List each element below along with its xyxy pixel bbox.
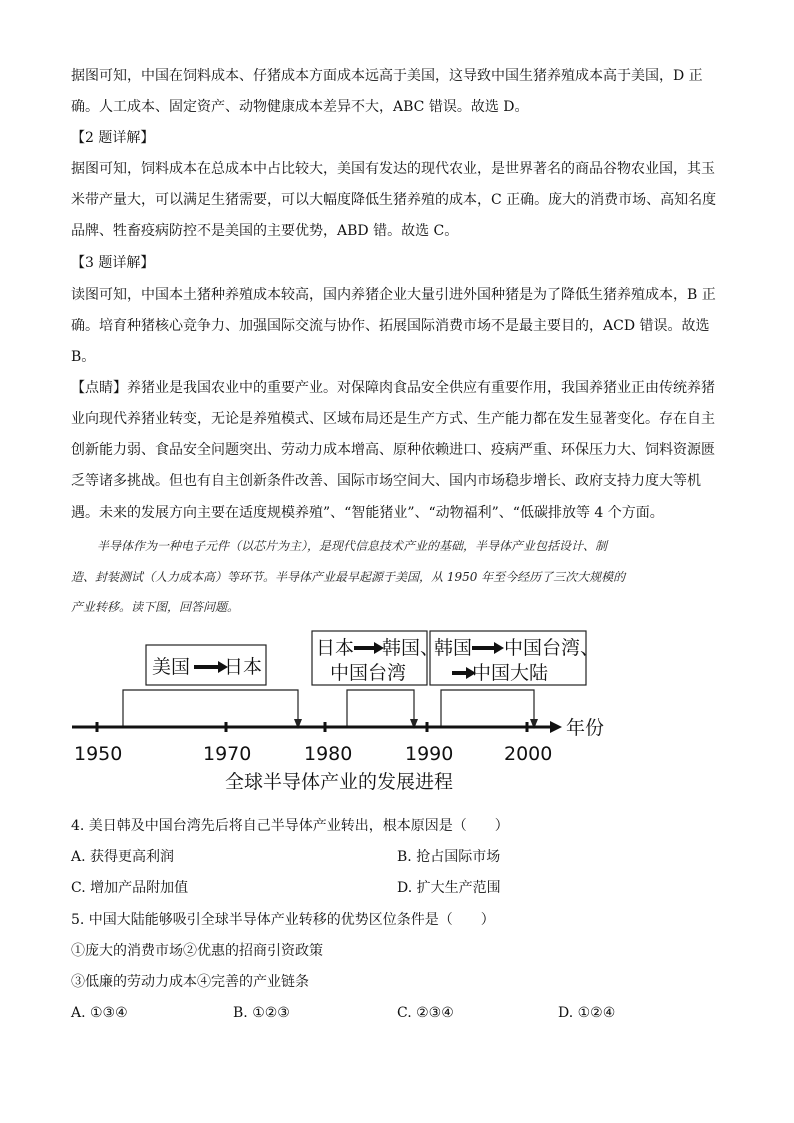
tick-1970: 1970 <box>203 743 252 765</box>
q4-option-b[interactable]: B. 抢占国际市场 <box>397 849 501 865</box>
q4-stem: 4. 美日韩及中国台湾先后将自己半导体产业转出，根本原因是（ ） <box>71 818 509 834</box>
box2-to: 韩国、 <box>382 637 440 659</box>
heading-question-2-detail: 【2 题详解】 <box>71 130 155 146</box>
intro-line-1: 半导体作为一种电子元件（以芯片为主），是现代信息技术产业的基础，半导体产业包括设计、制 <box>97 539 608 553</box>
q4-option-c[interactable]: C. 增加产品附加值 <box>71 880 189 896</box>
summary-line-5: 遇。未来的发展方向主要在适度规模养殖”、“智能猪业”、“动物福利”、“低碳排放等 4 个方面。 <box>71 505 664 521</box>
summary-line-3: 创新能力弱、食品安全问题突出、劳动力成本增高、原种依赖进口、疫病严重、环保压力大、饲料资源匮 <box>71 442 715 458</box>
intro-line-3: 产业转移。读下图，回答问题。 <box>71 600 240 614</box>
semiconductor-timeline-figure <box>60 625 660 800</box>
bracket-1 <box>123 690 298 727</box>
q5-option-d[interactable]: D. ①②④ <box>558 1005 616 1021</box>
summary-line-1: 【点睛】养猪业是我国农业中的重要产业。对保障肉食品安全供应有重要作用，我国养猪业正由传统养猪 <box>71 380 715 396</box>
q5-conditions-1: ①庞大的消费市场②优惠的招商引资政策 <box>71 943 323 959</box>
tick-2000: 2000 <box>504 743 553 765</box>
axis-label: 年份 <box>566 717 605 739</box>
bracket-3 <box>441 690 534 727</box>
box2-from: 日本 <box>316 637 355 659</box>
answer-1-line-2: 确。人工成本、固定资产、动物健康成本差异不大，ABC 错误。故选 D。 <box>71 99 529 115</box>
box2-to-2: 中国台湾 <box>330 662 407 684</box>
summary-line-4: 乏等诸多挑战。但也有自主创新条件改善、国际市场空间大、国内市场稳步增长、政府支持力度大等机 <box>71 473 701 489</box>
figure-caption: 全球半导体产业的发展进程 <box>225 771 454 793</box>
tick-1990: 1990 <box>405 743 454 765</box>
box3-from: 韩国 <box>434 637 473 659</box>
summary-line-2: 业向现代养猪业转变，无论是养殖模式、区域布局还是生产方式、生产能力都在发生显著变化。存在自主 <box>71 411 715 427</box>
box1-to: 日本 <box>224 656 263 678</box>
q5-conditions-2: ③低廉的劳动力成本④完善的产业链条 <box>71 974 309 990</box>
answer-2-line-2: 米带产量大，可以满足生猪需要，可以大幅度降低生猪养殖的成本，C 正确。庞大的消费市场、高知名度 <box>71 192 717 208</box>
q5-option-b[interactable]: B. ①②③ <box>233 1005 290 1021</box>
bracket-2 <box>347 690 414 727</box>
heading-question-3-detail: 【3 题详解】 <box>71 255 155 271</box>
box3-to-2: 中国大陆 <box>472 662 549 684</box>
axis-arrow <box>550 721 562 733</box>
answer-2-line-3: 品牌、牲畜疫病防控不是美国的主要优势，ABD 错。故选 C。 <box>71 223 459 239</box>
answer-1-line-1: 据图可知，中国在饲料成本、仔猪成本方面成本远高于美国，这导致中国生猪养殖成本高于美国，D 正 <box>71 68 703 84</box>
q4-option-d[interactable]: D. 扩大生产范围 <box>397 880 501 896</box>
q5-option-c[interactable]: C. ②③④ <box>397 1005 454 1021</box>
answer-3-line-2: 确。培育种猪核心竞争力、加强国际交流与协作、拓展国际消费市场不是最主要目的，ACD 错误。故选 <box>71 318 710 334</box>
answer-3-line-1: 读图可知，中国本土猪种养殖成本较高，国内养猪企业大量引进外国种猪是为了降低生猪养殖成本，B 正 <box>71 287 716 303</box>
box3-to: 中国台湾、 <box>504 637 600 659</box>
answer-2-line-1: 据图可知，饲料成本在总成本中占比较大，美国有发达的现代农业，是世界著名的商品谷物农业国，其玉 <box>71 161 715 177</box>
tick-1950: 1950 <box>74 743 123 765</box>
box1-from: 美国 <box>152 656 191 678</box>
q5-option-a[interactable]: A. ①③④ <box>71 1005 128 1021</box>
intro-line-2: 造、封装测试（人力成本高）等环节。半导体产业最早起源于美国，从 1950 年至今经历了三次大规模的 <box>71 570 626 584</box>
tick-1980: 1980 <box>304 743 353 765</box>
answer-3-line-3: B。 <box>71 349 96 365</box>
q4-option-a[interactable]: A. 获得更高利润 <box>71 849 175 865</box>
q5-stem: 5. 中国大陆能够吸引全球半导体产业转移的优势区位条件是（ ） <box>71 912 495 928</box>
